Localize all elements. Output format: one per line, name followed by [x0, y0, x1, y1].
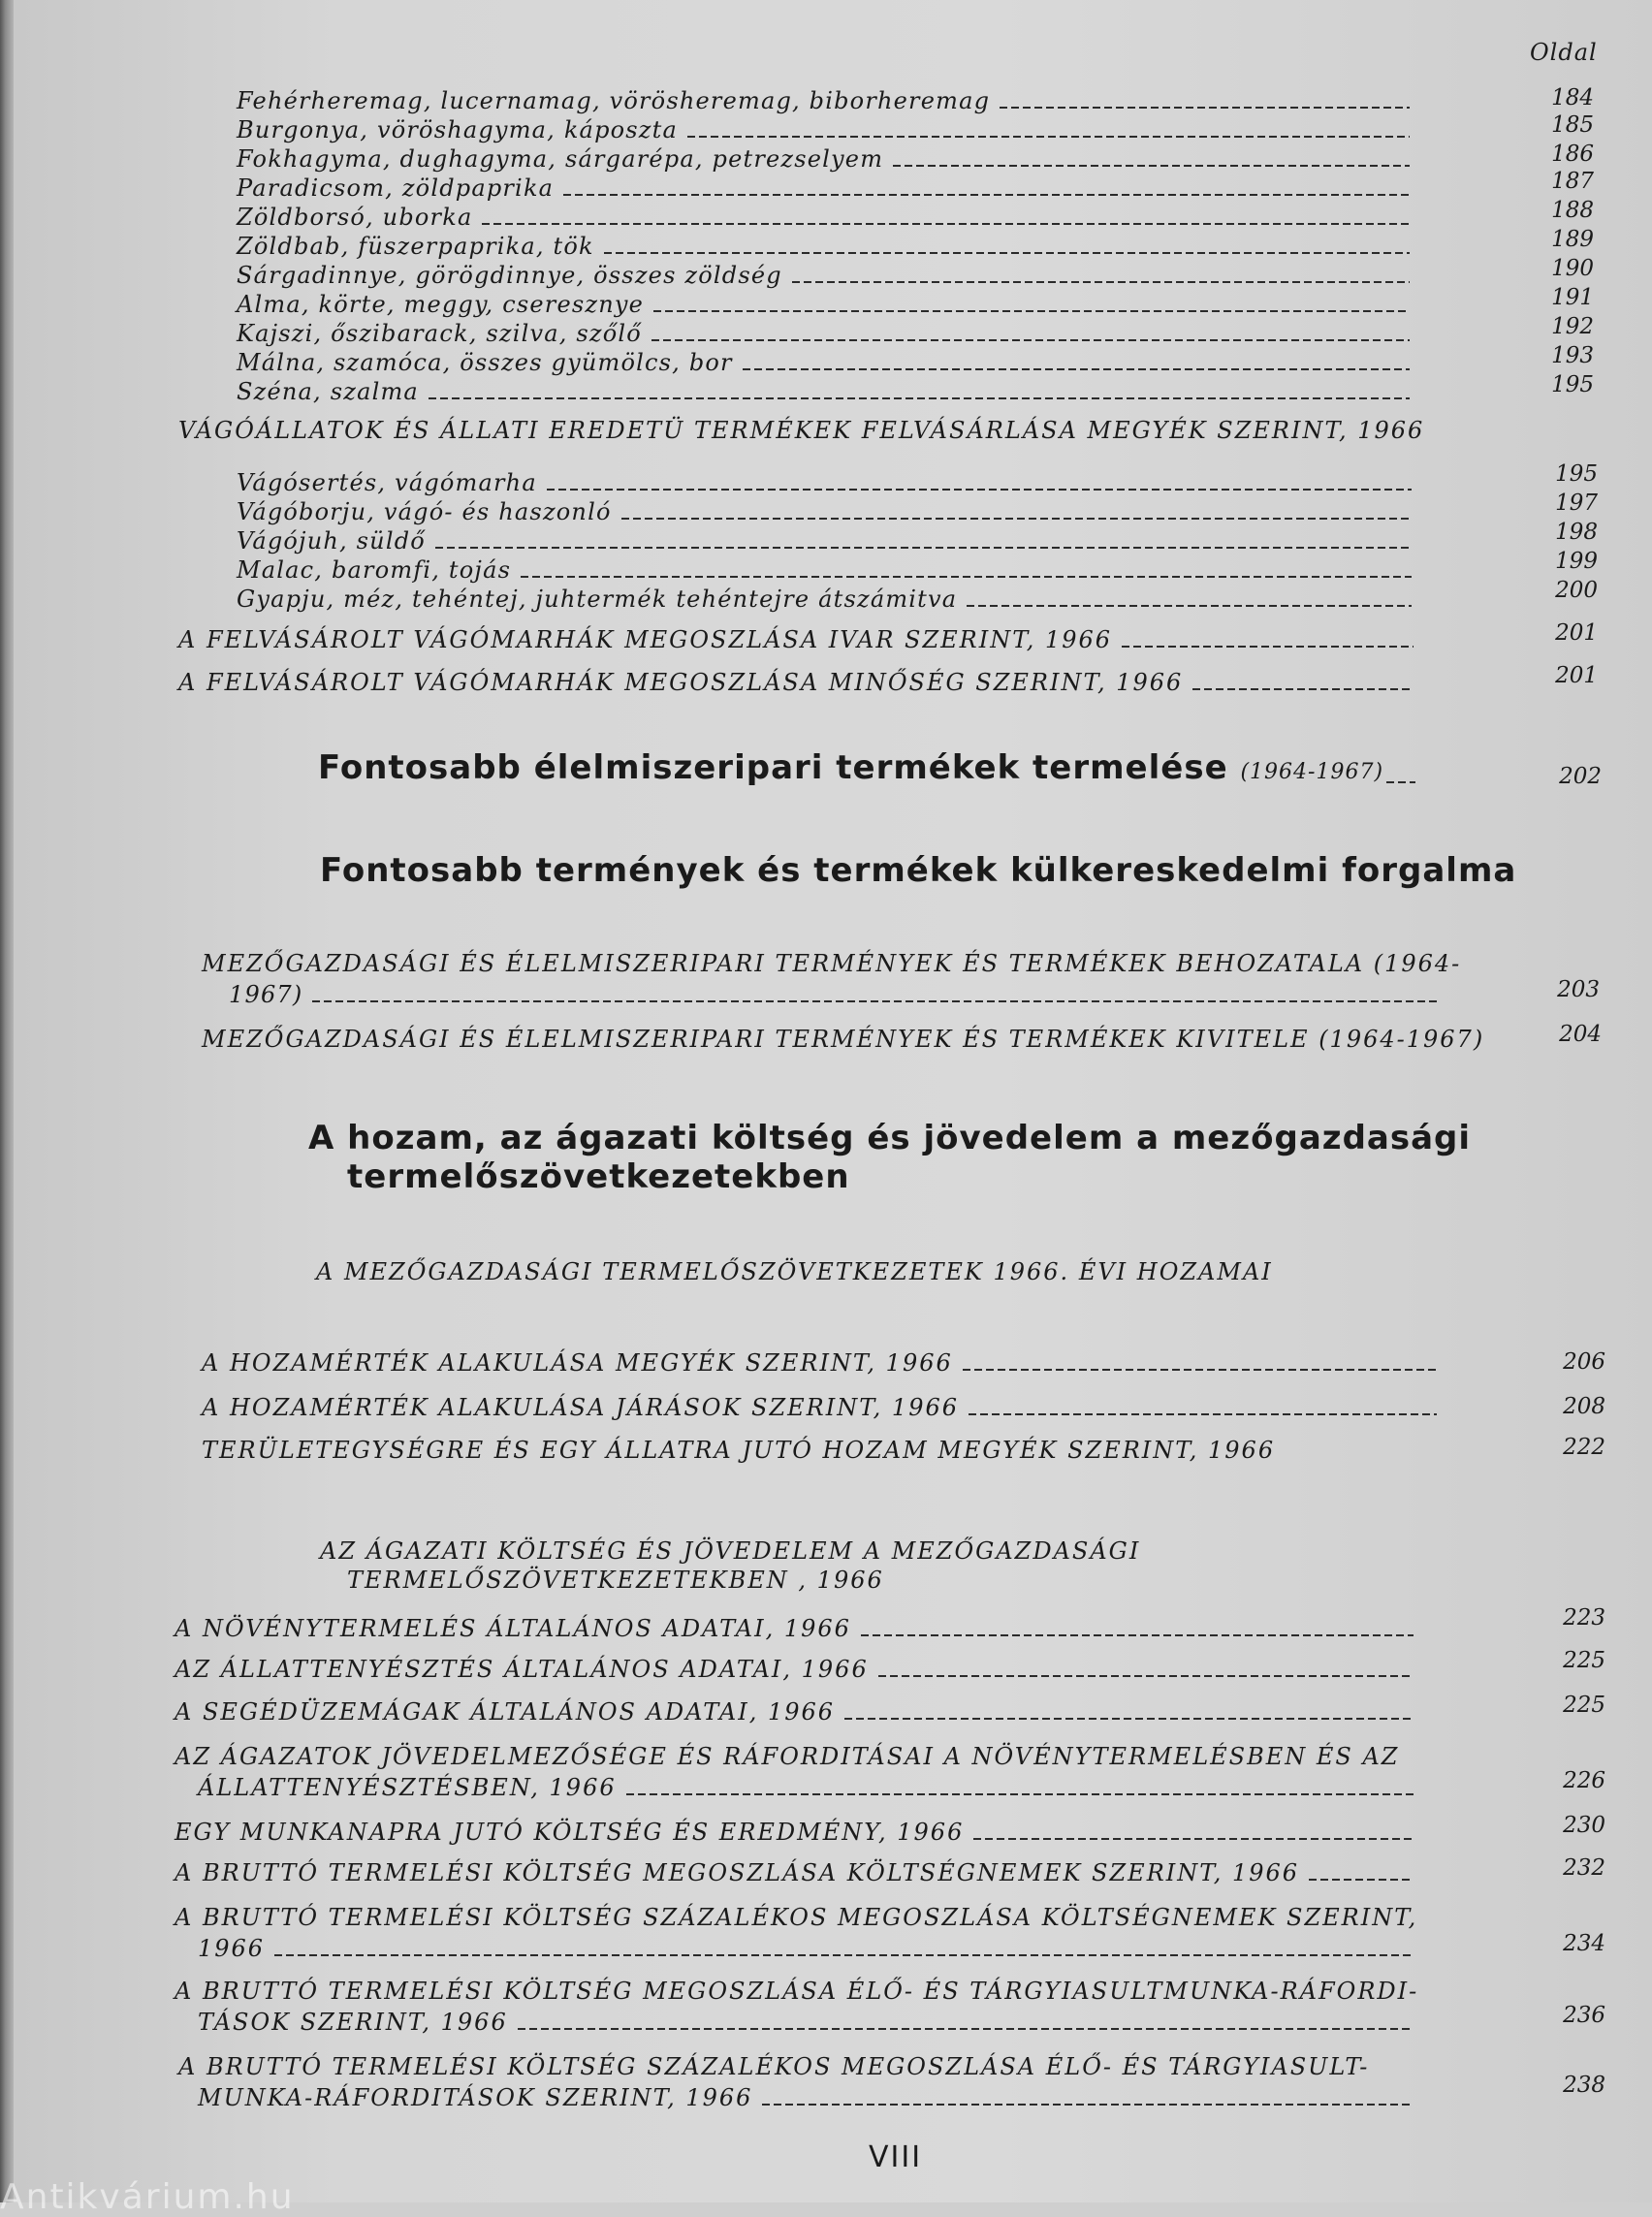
toc-page-number: 192 — [1551, 314, 1594, 339]
dot-leader — [969, 1413, 1437, 1415]
toc-page-number: 195 — [1551, 372, 1594, 397]
toc-entry — [175, 1656, 1423, 1683]
toc-entry-label: MEZŐGAZDASÁGI ÉS ÉLELMISZERIPARI TERMÉNYEK ÉS TERMÉKEK KIVITELE (1964-1967) — [202, 1026, 1485, 1053]
toc-entry — [202, 1026, 1484, 1053]
dot-leader — [1122, 646, 1414, 648]
toc-entry-line1: A BRUTTÓ TERMELÉSI KÖLTSÉG SZÁZALÉKOS MEGOSZLÁSA ÉLŐ- ÉS TÁRGYIASULT- — [178, 2053, 1370, 2080]
toc-entry-label: EGY MUNKANAPRA JUTÓ KÖLTSÉG ÉS EREDMÉNY, 1966 — [175, 1819, 965, 1846]
toc-page-number: 195 — [1555, 461, 1598, 487]
toc-page-number: 199 — [1555, 549, 1598, 574]
toc-entry-label: A HOZAMÉRTÉK ALAKULÁSA MEGYÉK SZERINT, 1966 — [202, 1349, 953, 1377]
toc-entry — [175, 1615, 1423, 1642]
toc-entry-label: TERÜLETEGYSÉGRE ÉS EGY ÁLLATRA JUTÓ HOZAM MEGYÉK SZERINT, 1966 — [202, 1437, 1276, 1464]
toc-entry-label: MUNKA-RÁFORDITÁSOK SZERINT, 1966 — [198, 2084, 753, 2111]
section-heading-hozam-line1: A hozam, az ágazati költség és jövedelem a mezőgazdasági — [308, 1119, 1472, 1157]
section-heading-elelmiszeripar — [318, 748, 1383, 787]
toc-entry-line1: AZ ÁGAZATOK JÖVEDELMEZŐSÉGE ÉS RÁFORDITÁSAI A NÖVÉNYTERMELÉSBEN ÉS AZ — [175, 1743, 1400, 1770]
toc-entry-label: Fehérheremag, lucernamag, vörösheremag, biborheremag — [237, 87, 991, 114]
toc-page-number: 197 — [1555, 491, 1598, 516]
toc-page-number: 190 — [1551, 256, 1594, 281]
dot-leader — [792, 281, 1410, 283]
heading-title: Fontosabb élelmiszeripari termékek termelése — [318, 748, 1228, 787]
toc-page-number: 222 — [1563, 1435, 1605, 1460]
toc-entry-label: Zöldbab, füszerpaprika, tök — [237, 233, 594, 260]
toc-entry — [237, 469, 1421, 496]
dot-leader — [973, 1838, 1414, 1840]
toc-entry — [178, 669, 1423, 696]
dot-leader — [861, 1634, 1414, 1636]
dot-leader — [274, 1954, 1414, 1956]
toc-entry — [175, 1819, 1423, 1846]
toc-entry-label: Vágósertés, vágómarha — [237, 469, 537, 496]
toc-entry — [237, 320, 1419, 347]
dot-leader — [1309, 1879, 1414, 1881]
section-title-hozamai: A MEZŐGAZDASÁGI TERMELŐSZÖVETKEZETEK 1966. ÉVI HOZAMAI — [316, 1258, 1273, 1285]
toc-entry-label: Alma, körte, meggy, cseresznye — [237, 291, 645, 318]
toc-entry — [237, 378, 1419, 405]
dot-leader — [547, 489, 1412, 491]
toc-entry — [237, 204, 1419, 231]
toc-entry-label: Málna, szamóca, összes gyümölcs, bor — [237, 349, 733, 376]
toc-page-number: 225 — [1563, 1648, 1605, 1673]
dot-leader — [762, 2104, 1414, 2106]
toc-page-number: 186 — [1551, 142, 1594, 167]
toc-entry-label: A SEGÉDÜZEMÁGAK ÁLTALÁNOS ADATAI, 1966 — [175, 1698, 836, 1726]
toc-entry — [198, 2009, 1423, 2036]
toc-entry — [237, 233, 1419, 260]
toc-entry-label: Zöldborsó, uborka — [237, 204, 473, 231]
toc-page-number: 206 — [1563, 1349, 1605, 1375]
dot-leader — [1000, 107, 1410, 109]
dot-leader — [743, 368, 1410, 370]
dot-leader — [1386, 781, 1415, 783]
toc-entry — [237, 291, 1419, 318]
dot-leader — [1192, 688, 1414, 690]
toc-entry-label: TÁSOK SZERINT, 1966 — [198, 2009, 508, 2036]
toc-entry-label: A FELVÁSÁROLT VÁGÓMARHÁK MEGOSZLÁSA MINŐSÉG SZERINT, 1966 — [178, 669, 1184, 696]
toc-entry — [237, 262, 1419, 289]
watermark-text: Antikvárium.hu — [0, 2177, 295, 2217]
toc-entry — [202, 1394, 1446, 1421]
toc-page-number: 230 — [1563, 1813, 1605, 1838]
toc-page-number: 223 — [1563, 1605, 1605, 1631]
toc-page-number: 225 — [1563, 1693, 1605, 1718]
dot-leader — [626, 1793, 1414, 1795]
toc-entry-label: A NÖVÉNYTERMELÉS ÁLTALÁNOS ADATAI, 1966 — [175, 1615, 851, 1642]
toc-entry-label: Gyapju, méz, tehéntej, juhtermék tehéntejre átszámitva — [237, 586, 958, 613]
dot-leader — [312, 1000, 1437, 1002]
toc-entry-line1: MEZŐGAZDASÁGI ÉS ÉLELMISZERIPARI TERMÉNYEK ÉS TERMÉKEK BEHOZATALA (1964- — [202, 950, 1462, 977]
toc-page-number: 203 — [1557, 977, 1600, 1002]
toc-entry — [237, 586, 1421, 613]
toc-entry-label: ÁLLATTENYÉSZTÉSBEN, 1966 — [198, 1774, 617, 1801]
section-title-vagoallatok: VÁGÓÁLLATOK ÉS ÁLLATI EREDETÜ TERMÉKEK FELVÁSÁRLÁSA MEGYÉK SZERINT, 1966 — [178, 417, 1425, 444]
toc-page-number: 238 — [1563, 2073, 1605, 2098]
dot-leader — [878, 1675, 1414, 1677]
toc-entry-label: AZ ÁLLATTENYÉSZTÉS ÁLTALÁNOS ADATAI, 1966 — [175, 1656, 869, 1683]
toc-page-number: 191 — [1551, 285, 1594, 310]
section-title-agazati-line1: AZ ÁGAZATI KÖLTSÉG ÉS JÖVEDELEM A MEZŐGAZDASÁGI — [320, 1537, 1141, 1565]
toc-entry-label: Széna, szalma — [237, 378, 419, 405]
dot-leader — [563, 194, 1410, 196]
toc-page-number: 236 — [1563, 2003, 1605, 2028]
toc-entry — [237, 174, 1419, 202]
dot-leader — [967, 605, 1412, 607]
toc-page-number: 201 — [1555, 663, 1598, 688]
toc-entry — [237, 498, 1421, 525]
toc-page-number: 201 — [1555, 620, 1598, 646]
toc-entry-label: Fokhagyma, dughagyma, sárgarépa, petrezselyem — [237, 145, 884, 173]
toc-entry — [237, 116, 1419, 143]
toc-entry — [237, 145, 1419, 173]
section-heading-hozam-line2: termelőszövetkezetekben — [347, 1157, 850, 1196]
toc-page-number: 204 — [1559, 1022, 1602, 1047]
toc-entry-label: Burgonya, vöröshagyma, káposzta — [237, 116, 678, 143]
toc-page-number: 200 — [1555, 578, 1598, 603]
toc-entry-label: Vágójuh, süldő — [237, 527, 426, 554]
book-binding — [0, 0, 14, 2202]
toc-entry — [237, 527, 1421, 554]
dot-leader — [844, 1718, 1414, 1720]
dot-leader — [653, 310, 1410, 312]
toc-page-number: 185 — [1551, 112, 1594, 138]
toc-entry-label: Kajszi, őszibarack, szilva, szőlő — [237, 320, 642, 347]
toc-page-number: 202 — [1559, 764, 1602, 789]
toc-page-number: 189 — [1551, 227, 1594, 252]
section-title-agazati-line2: TERMELŐSZÖVETKEZETEKBEN , 1966 — [347, 1567, 884, 1594]
page-column-header: Oldal — [1530, 39, 1598, 66]
toc-entry — [198, 1935, 1423, 1962]
toc-entry — [202, 1437, 1275, 1464]
toc-entry — [175, 1698, 1423, 1726]
dot-leader — [621, 518, 1412, 520]
toc-entry-label: 1966 — [198, 1935, 266, 1962]
dot-leader — [521, 576, 1412, 578]
toc-entry — [237, 349, 1419, 376]
toc-page-number: 184 — [1551, 85, 1594, 111]
toc-entry-label: Sárgadinnye, görögdinnye, összes zöldség — [237, 262, 782, 289]
toc-entry — [178, 626, 1423, 653]
toc-page-number: 193 — [1551, 343, 1594, 368]
page-folio: VIII — [869, 2140, 923, 2174]
toc-entry-label: Malac, baromfi, tojás — [237, 556, 512, 584]
toc-entry — [198, 2084, 1423, 2111]
toc-entry — [237, 87, 1419, 114]
dot-leader — [687, 136, 1410, 138]
toc-entry-label: Paradicsom, zöldpaprika — [237, 174, 555, 202]
dot-leader — [518, 2028, 1414, 2030]
dot-leader — [482, 223, 1410, 225]
toc-entry — [198, 1774, 1423, 1801]
toc-entry — [237, 556, 1421, 584]
toc-page-number: 234 — [1563, 1931, 1605, 1956]
toc-entry — [229, 981, 1446, 1008]
toc-entry — [202, 1349, 1446, 1377]
toc-entry — [175, 1859, 1423, 1886]
toc-page-number: 187 — [1551, 169, 1594, 194]
toc-page-number: 232 — [1563, 1855, 1605, 1881]
toc-entry-line1: A BRUTTÓ TERMELÉSI KÖLTSÉG MEGOSZLÁSA ÉLŐ- ÉS TÁRGYIASULTMUNKA-RÁFORDI- — [175, 1978, 1419, 2005]
section-heading-kulkereskedelem: Fontosabb termények és termékek külkereskedelmi forgalma — [320, 851, 1517, 890]
heading-years: (1964-1967) — [1240, 760, 1384, 784]
dot-leader — [604, 252, 1410, 254]
dot-leader — [651, 339, 1410, 341]
toc-entry-label: Vágóborju, vágó- és haszonló — [237, 498, 612, 525]
toc-page-number: 208 — [1563, 1394, 1605, 1419]
toc-entry-label: A BRUTTÓ TERMELÉSI KÖLTSÉG MEGOSZLÁSA KÖLTSÉGNEMEK SZERINT, 1966 — [175, 1859, 1300, 1886]
dot-leader — [893, 165, 1410, 167]
toc-entry-label: A FELVÁSÁROLT VÁGÓMARHÁK MEGOSZLÁSA IVAR SZERINT, 1966 — [178, 626, 1113, 653]
toc-page-number: 188 — [1551, 198, 1594, 223]
toc-page-number: 226 — [1563, 1768, 1605, 1793]
dot-leader — [435, 547, 1412, 549]
toc-entry-label: 1967) — [229, 981, 303, 1008]
toc-page-number: 198 — [1555, 520, 1598, 545]
dot-leader — [429, 397, 1410, 399]
toc-entry-label: A HOZAMÉRTÉK ALAKULÁSA JÁRÁSOK SZERINT, 1966 — [202, 1394, 960, 1421]
dot-leader — [963, 1369, 1437, 1371]
toc-entry-line1: A BRUTTÓ TERMELÉSI KÖLTSÉG SZÁZALÉKOS MEGOSZLÁSA KÖLTSÉGNEMEK SZERINT, — [175, 1904, 1418, 1931]
